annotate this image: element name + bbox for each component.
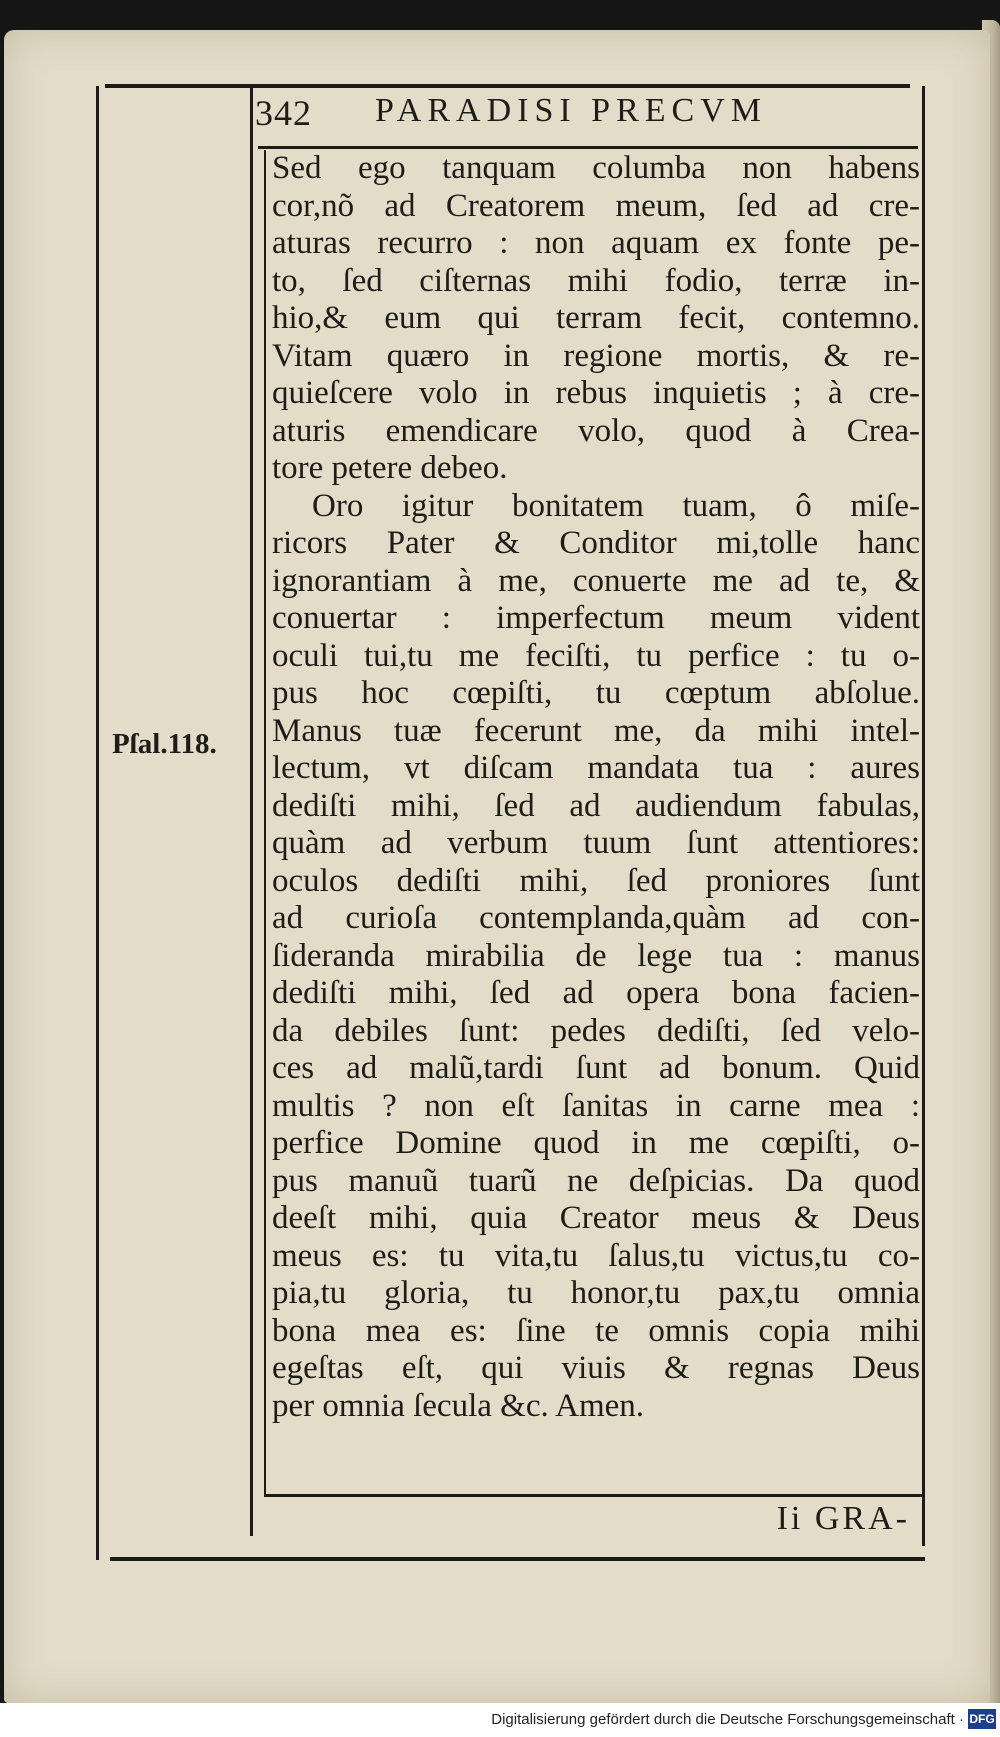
text-line: tore petere debeo. <box>272 450 508 486</box>
text-line: quàm ad verbum tuum ſunt attentiores: <box>272 825 920 861</box>
text-line: to, ſed ciſternas mihi fodio, terræ in- <box>272 262 920 299</box>
text-line: per omnia ſecula &c. Amen. <box>272 1387 645 1424</box>
text-line: meus es: tu vita,tu ſalus,tu victus,tu co- <box>272 1237 920 1274</box>
top-rule <box>105 84 910 88</box>
text-line: dediſti mihi, ſed ad audiendum fabulas, <box>272 787 920 824</box>
catchword: Ii GRA- <box>776 1500 910 1537</box>
text-line: ricors Pater & Conditor mi,tolle hanc <box>272 525 920 561</box>
dfg-logo: DFG <box>968 1709 996 1729</box>
text-line: Vitam quæro in regione mortis, & re- <box>272 337 920 374</box>
text-line: ces ad malũ,tardi ſunt ad bonum. Quid <box>272 1050 920 1086</box>
running-title: PARADISI PRECVM <box>375 92 767 129</box>
page-number: 342 <box>255 93 312 133</box>
text-line: da debiles ſunt: pedes dediſti, ſed velo- <box>272 1012 920 1049</box>
text-line: conuertar : imperfectum meum vident <box>272 600 920 636</box>
bottom-rule <box>110 1557 925 1561</box>
text-line: oculos dediſti mihi, ſed proniores ſunt <box>272 862 920 899</box>
text-line: Sed ego tanquam columba non habens <box>272 150 920 186</box>
text-line: multis ? non eſt ſanitas in carne mea : <box>272 1087 920 1124</box>
text-line: egeſtas eſt, qui viuis & regnas Deus <box>272 1350 920 1386</box>
funding-credit: Digitalisierung gefördert durch die Deutsche Forschungsgemeinschaft · <box>491 1711 964 1728</box>
text-line: hio,& eum qui terram fecit, contemno. <box>272 300 920 336</box>
left-outer-rule <box>96 86 99 1560</box>
digitization-footer <box>0 1703 1000 1737</box>
text-line: pus manuũ tuarũ ne deſpicias. Da quod <box>272 1162 920 1199</box>
text-line: deeſt mihi, quia Creator meus & Deus <box>272 1200 920 1236</box>
text-line: pus hoc cœpiſti, tu cœptum abſolue. <box>272 675 920 711</box>
page-header <box>255 92 915 142</box>
text-column-rule <box>264 150 266 1495</box>
text-line: perfice Domine quod in me cœpiſti, o- <box>272 1125 920 1161</box>
body-text <box>272 150 920 1425</box>
text-line: ad curioſa contemplanda,quàm ad con- <box>272 900 920 936</box>
right-rule <box>922 86 925 1546</box>
header-rule <box>258 146 918 149</box>
text-line: dediſti mihi, ſed ad opera bona facien- <box>272 975 920 1011</box>
text-line: cor,nõ ad Creatorem meum, ſed ad cre- <box>272 187 920 224</box>
left-inner-rule <box>250 86 253 1536</box>
text-line: oculi tui,tu me feciſti, tu perfice : tu o- <box>272 637 920 674</box>
text-line: aturis emendicare volo, quod à Crea- <box>272 412 920 449</box>
text-line: bona mea es: ſine te omnis copia mihi <box>272 1312 920 1349</box>
text-line: Manus tuæ fecerunt me, da mihi intel- <box>272 712 920 749</box>
text-line: quieſcere volo in rebus inquietis ; à cre- <box>272 375 920 411</box>
text-line: pia,tu gloria, tu honor,tu pax,tu omnia <box>272 1275 920 1311</box>
text-line: lectum, vt diſcam mandata tua : aures <box>272 750 920 786</box>
text-line: aturas recurro : non aquam ex fonte pe- <box>272 225 920 261</box>
text-bottom-rule <box>264 1494 924 1497</box>
text-line: Oro igitur bonitatem tuam, ô miſe- <box>312 487 920 524</box>
margin-note: Pſal.118. <box>112 728 217 760</box>
text-line: ſideranda mirabilia de lege tua : manus <box>272 937 920 974</box>
text-line: ignorantiam à me, conuerte me ad te, & <box>272 562 920 599</box>
